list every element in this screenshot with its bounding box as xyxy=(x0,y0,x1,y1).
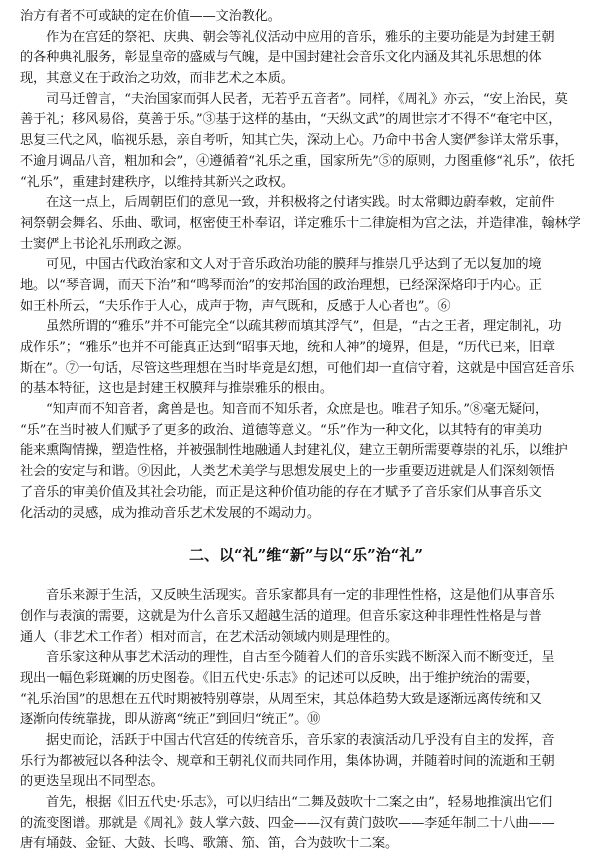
text-block-1 xyxy=(20,7,592,524)
text-line: 音乐家这种从事艺术活动的理性，自古至今随着人们的音乐实践不断深入而不断变迁，呈 xyxy=(46,650,555,666)
text-line: 思复三代之风，临视乐悬，亲自考听，知其亡失，深动上心。乃命中书舍人窦俨参详太常乐事， xyxy=(20,133,568,149)
text-block-2 xyxy=(20,586,592,855)
text-line: 现出一幅色彩斑斓的历史图卷。《旧五代史·乐志》的记述可以反映，出于维护统治的需要， xyxy=(20,670,539,686)
text-line: 社会的安定与和谐。⑨因此，人类艺术美学与思想发展史上的一步重要迈进就是人们深刻领悟 xyxy=(20,464,555,480)
text-line: 成作乐”；“雅乐”也并不可能真正达到“昭事天地，统和人神”的境界，但是，“历代已来，旧章 xyxy=(20,340,555,355)
text-line: 不逾月调品八音，粗加和会”，④遵循着“礼乐之重，国家所先”⑤的原则，力图重修“礼乐”，依托 xyxy=(20,153,575,169)
text-line: 乐行为都被冠以各种法令、规章和王朝礼仪而共同作用，集体协调，并随着时间的流逝和王朝 xyxy=(20,753,555,769)
text-line: “礼乐治国”的思想在五代时期被特别尊崇，从周至宋，其总体趋势大致是逐渐远离传统和又 xyxy=(20,691,542,707)
text-line: 作为在宫廷的祭祀、庆典、朝会等礼仪活动中应用的音乐，雅乐的主要功能是为封建王朝 xyxy=(46,29,555,45)
text-line: 首先，根据《旧五代史·乐志》，可以归结出“二舞及鼓吹十二案之由”，轻易地推演出它们 xyxy=(46,795,553,811)
section-heading: 二、以“礼”维“新”与以“乐”治“礼” xyxy=(188,546,424,565)
text-line: 的各种典礼服务，彰显皇帝的盛威与气魄，是中国封建社会音乐文化内涵及其礼乐思想的体 xyxy=(20,50,542,66)
text-line: 治方有者不可或缺的定在价值——文治教化。 xyxy=(20,9,281,24)
text-line: “乐”在当时被人们赋予了更多的政治、道德等意义。“乐”作为一种文化，以其特有的审美功 xyxy=(20,422,542,438)
text-line: 祠祭朝会舞名、乐曲、歌词，枢密使王朴奉诏，详定雅乐十二律旋相为宫之法，并造律准，翰林学 xyxy=(20,215,581,231)
text-line: 逐渐向传统靠拢，即从游离“统正”到回归“统正”。⑩ xyxy=(20,712,321,728)
text-line: 能来熏陶情操，塑造性格，并被强制性地融通人封建礼仪，建立王朝所需要尊崇的礼乐，以维护 xyxy=(20,443,568,459)
text-line: 通人（非艺术工作者）相对而言，在艺术活动领域内则是理性的。 xyxy=(20,629,399,645)
text-line: 据史而论，活跃于中国古代宫廷的传统音乐，音乐家的表演活动几乎没有自主的发挥，音 xyxy=(46,733,555,748)
text-line: 善于礼；移风易俗，莫善于乐。”③基于这样的基由，“天纵文武”的周世宗才不得不“奄宅中区， xyxy=(20,112,562,128)
text-line: 的基本特征，这也是封建王权膜拜与推崇雅乐的根由。 xyxy=(20,381,333,397)
text-line: 音乐来源于生活，又反映生活现实。音乐家都具有一定的非理性性格，这是他们从事音乐 xyxy=(46,588,555,604)
text-line: 化活动的灵感，成为推动音乐艺术发展的不竭动力。 xyxy=(20,505,320,521)
text-line: 的流变图谱。那就是《周礼》鼓人掌六鼓、四金——汉有黄门鼓吹——李延年制二十八曲—— xyxy=(20,815,555,831)
text-line: 可见，中国古代政治家和文人对于音乐政治功能的膜拜与推崇几乎达到了无以复加的境 xyxy=(46,257,542,273)
text-line: 的更迭呈现出不同型态。 xyxy=(20,774,164,790)
text-line: 现，其意义在于政治之功效，而非艺术之本质。 xyxy=(20,71,294,87)
text-line: 了音乐的审美价值及其社会功能，而正是这种价值功能的存在才赋予了音乐家们从事音乐文 xyxy=(20,484,542,500)
text-line: 司马迁曾言，“夫治国家而弭人民者，无若乎五音者”。同样，《周礼》亦云，“安上治民，莫 xyxy=(46,91,568,107)
text-line: 地。以“琴音调，而天下治”和“鸣琴而治”的安邦治国的政治理想，已经深深烙印于内心。正 xyxy=(20,277,542,293)
text-line: 斯在”。⑦一句话，尽管这些理想在当时毕竟是幻想，可他们却一直信守着，这就是中国宫廷音乐 xyxy=(20,360,575,376)
text-line: 虽然所谓的“雅乐”并不可能完全“以疏其秽而填其浮气”，但是，“古之王者，理定制礼，功 xyxy=(46,319,562,335)
text-line: 创作与表演的需要，这就是为什么音乐又超越生活的道理。但音乐家这种非理性性格是与普 xyxy=(20,608,542,624)
text-line: 士窦俨上书论礼乐刑政之源。 xyxy=(20,236,190,252)
text-line: “知声而不知音者，禽兽是也。知音而不知乐者，众庶是也。唯君子知乐。”⑧毫无疑问， xyxy=(46,402,549,418)
text-line: 唐有埇鼓、金钲、大鼓、长鸣、歌箫、笳、笛，合为鼓吹十二案。 xyxy=(20,836,399,852)
text-line: 在这一点上，后周朝臣们的意见一致，并积极将之付诸实践。时太常卿边蔚奉敕，定前件 xyxy=(46,195,555,211)
text-line: 如王朴所云，“夫乐作于人心，成声于物，声气既和，反感于人心者也”。⑥ xyxy=(20,298,451,314)
text-line: “礼乐”，重建封建秩序，以维持其新兴之政权。 xyxy=(20,174,294,190)
